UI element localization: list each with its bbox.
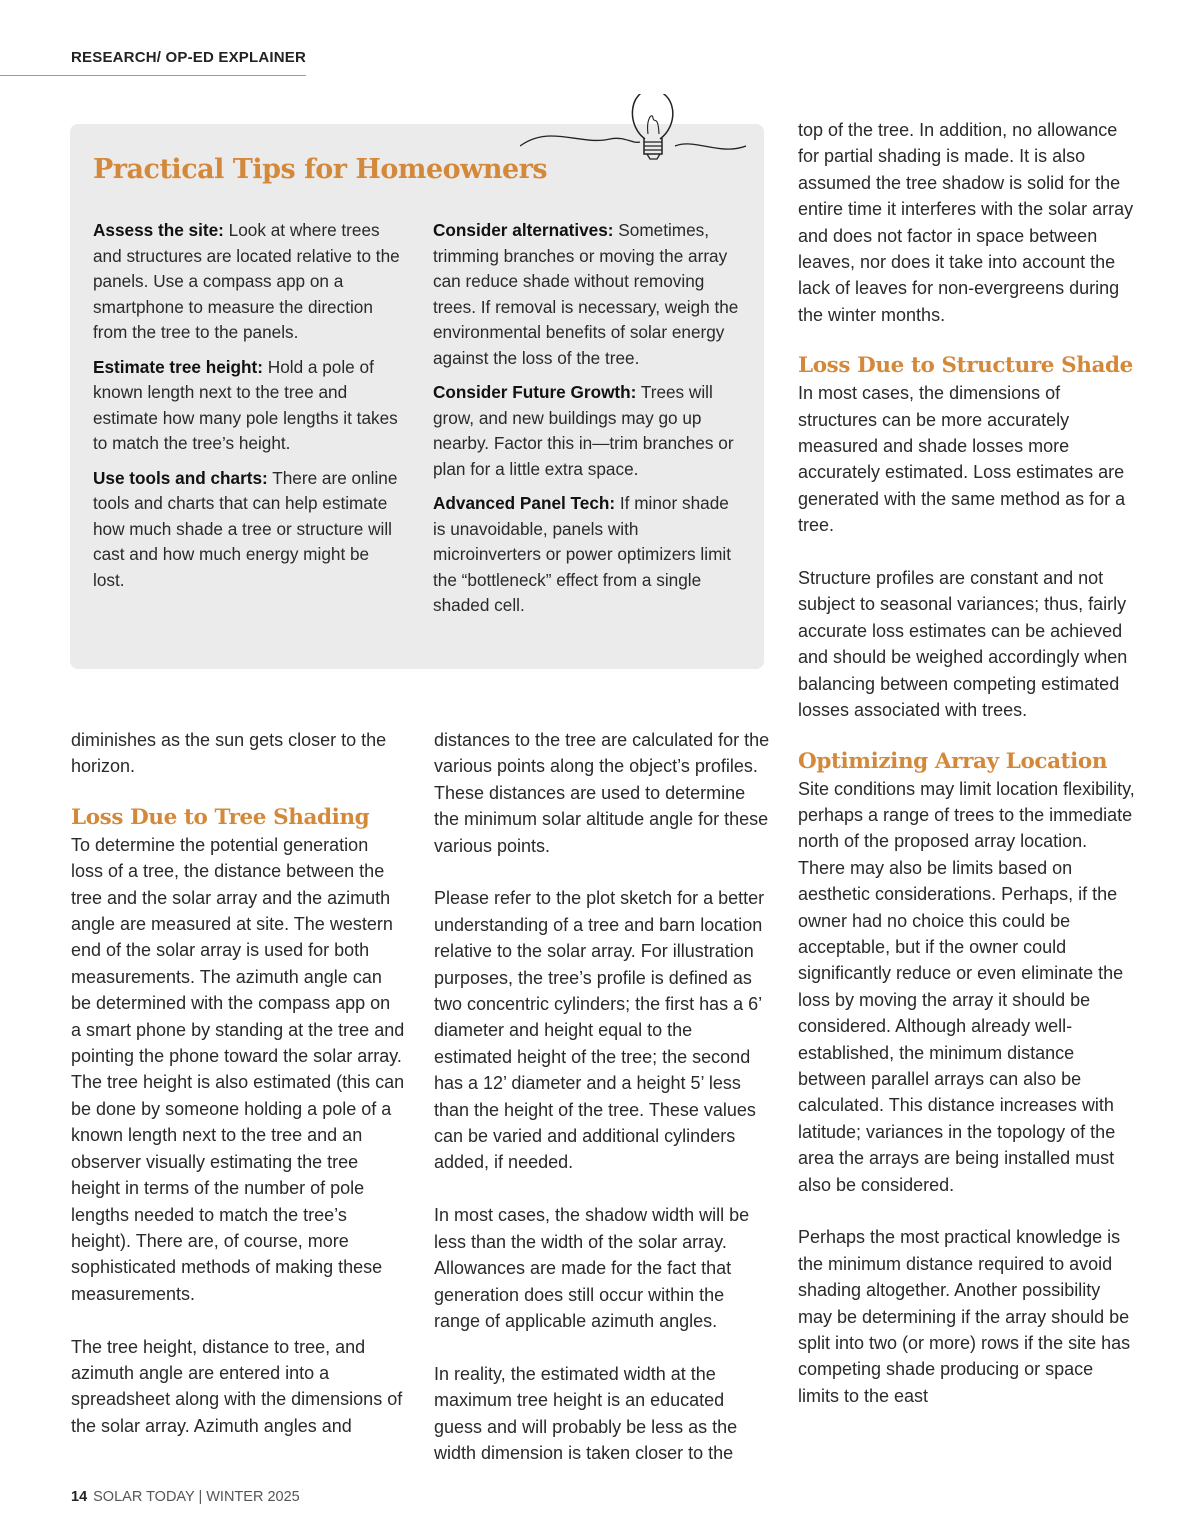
tips-right-column	[433, 218, 743, 628]
lightbulb-icon	[520, 94, 770, 194]
tip-future-growth: Consider Future Growth: Trees will grow, and new buildings may go up nearby. Factor this in—trim branches or plan for a little extra space.	[433, 382, 734, 479]
column-1	[71, 727, 405, 1439]
paragraph: In most cases, the dimensions of structures can be more accurately measured and shade losses more accurately estimated. Loss estimates are generated with the same method as for a tree.	[798, 383, 1126, 536]
tips-left-column	[93, 218, 403, 602]
column-2	[434, 727, 770, 1466]
tip-use-tools: Use tools and charts: There are online tools and charts that can help estimate how much shade a tree or structure will cast and how much energy might be lost.	[93, 467, 398, 590]
column-3	[798, 117, 1136, 1409]
tip-assess-site: Assess the site: Look at where trees and structures are located relative to the panels. Use a compass app on a smartphone to measure the direction from the tree to the panels.	[93, 220, 400, 342]
paragraph: top of the tree. In addition, no allowance for partial shading is made. It is also assumed the tree shadow is solid for the entire time it interferes with the solar array and does not factor in space between leaves, nor does it take into account the lack of leaves for non-evergreens during the winter months.	[798, 120, 1134, 325]
tip-estimate-height: Estimate tree height: Hold a pole of known length next to the tree and estimate how many pole lengths it takes to match the tree’s height.	[93, 356, 398, 453]
paragraph: diminishes as the sun gets closer to the horizon.	[71, 730, 387, 777]
tip-alternatives: Consider alternatives: Sometimes, trimming branches or moving the array can reduce shade without removing trees. If removal is necessary, weigh the environmental benefits of solar energy against the loss of the tree.	[433, 220, 739, 368]
heading-array-location: Optimizing Array Location	[798, 748, 1108, 774]
tips-title: Practical Tips for Homeowners	[93, 154, 548, 185]
paragraph: Structure profiles are constant and not subject to seasonal variances; thus, fairly accurate loss estimates can be achieved and should be weighed accordingly when balancing between competing estimated losses associated with trees.	[798, 568, 1128, 721]
tips-sidebar	[70, 124, 764, 669]
publication-name: SOLAR TODAY | WINTER 2025	[93, 1489, 300, 1505]
heading-tree-shading: Loss Due to Tree Shading	[71, 804, 370, 830]
page-number: 14	[71, 1489, 88, 1505]
section-label: RESEARCH/ OP-ED EXPLAINER	[71, 49, 307, 66]
paragraph: The tree height, distance to tree, and azimuth angle are entered into a spreadsheet along with the dimensions of the solar array. Azimuth angles and	[71, 1336, 403, 1436]
paragraph: Site conditions may limit location flexibility, perhaps a range of trees to the immediate north of the proposed array location. There may also be limits based on aesthetic considerations. Perhaps, if the owner had no choice this could be acceptable, but if the owner could significantly reduce or even eliminate the loss by moving the array it should be considered. Although already well-established, the minimum distance between parallel arrays can also be calculated. This distance increases with latitude; variances in the topology of the area the arrays are being installed must also be considered.	[798, 778, 1135, 1195]
paragraph: In reality, the estimated width at the maximum tree height is an educated guess and will probably be less as the width dimension is taken closer to the	[434, 1363, 738, 1463]
tip-panel-tech: Advanced Panel Tech: If minor shade is unavoidable, panels with microinverters or power optimizers limit the “bottleneck” effect from a single shaded cell.	[433, 493, 731, 615]
heading-structure-shade: Loss Due to Structure Shade	[798, 353, 1133, 379]
page-footer	[71, 1489, 300, 1505]
paragraph: distances to the tree are calculated for the various points along the object’s profiles. These distances are used to determine the minimum solar altitude angle for these various points.	[434, 730, 770, 856]
paragraph: Perhaps the most practical knowledge is the minimum distance required to avoid shading altogether. Another possibility may be determining if the array should be split into two (or more) rows if the site has competing shade producing or space limits to the east	[798, 1227, 1131, 1406]
paragraph: To determine the potential generation loss of a tree, the distance between the tree and the solar array and the azimuth angle are measured at site. The western end of the solar array is used for both measurements. The azimuth angle can be determined with the compass app on a smart phone by standing at the tree and pointing the phone toward the solar array. The tree height is also estimated (this can be done by someone holding a pole of a known length next to the tree and an observer visually estimating the tree height in terms of the number of pole lengths needed to match the tree’s height). There are, of course, more sophisticated methods of making these measurements.	[71, 834, 405, 1304]
header-divider	[0, 75, 306, 76]
paragraph: In most cases, the shadow width will be less than the width of the solar array. Allowances are made for the fact that generation does still occur within the range of applicable azimuth angles.	[434, 1205, 750, 1331]
paragraph: Please refer to the plot sketch for a better understanding of a tree and barn location relative to the solar array. For illustration purposes, the tree’s profile is defined as two concentric cylinders; the first has a 6’ diameter and height equal to the estimated height of the tree; the second has a 12’ diameter and a height 5’ less than the height of the tree. These values can be varied and additional cylinders added, if needed.	[434, 888, 765, 1173]
